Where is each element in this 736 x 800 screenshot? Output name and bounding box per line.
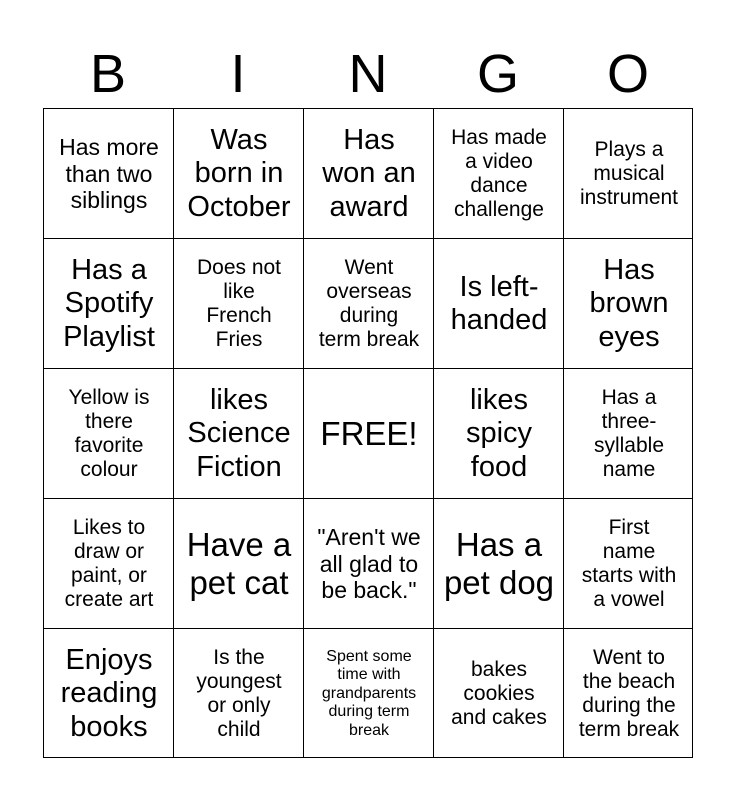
bingo-cell[interactable]: likes spicy food: [465, 383, 533, 483]
bingo-cell[interactable]: "Aren't we all glad to be back.": [317, 524, 421, 604]
header-letter-g: G: [476, 44, 519, 104]
bingo-cell[interactable]: Was born in October: [187, 123, 291, 223]
bingo-cell[interactable]: Is left- handed: [450, 270, 548, 336]
bingo-header: [43, 40, 693, 108]
bingo-cell[interactable]: Does not like French Fries: [196, 255, 282, 352]
bingo-cell[interactable]: Has more than two siblings: [59, 134, 159, 214]
header-letter-n: N: [348, 44, 388, 104]
bingo-cell[interactable]: Is the youngest or only child: [196, 645, 282, 742]
bingo-cell[interactable]: bakes cookies and cakes: [451, 657, 547, 730]
bingo-cell[interactable]: Enjoys reading books: [60, 643, 158, 743]
bingo-board: [43, 108, 693, 758]
bingo-cell[interactable]: Plays a musical instrument: [579, 137, 679, 210]
bingo-cell[interactable]: Went to the beach during the term break: [578, 645, 680, 742]
header-letter-b: B: [89, 44, 127, 104]
bingo-cell[interactable]: First name starts with a vowel: [581, 515, 677, 612]
bingo-cell[interactable]: Has made a video dance challenge: [451, 125, 547, 222]
bingo-cell[interactable]: Likes to draw or paint, or create art: [64, 515, 154, 612]
bingo-cell[interactable]: Has brown eyes: [589, 253, 669, 353]
bingo-cell[interactable]: Have a pet cat: [186, 526, 292, 601]
bingo-cell[interactable]: Has a three- syllable name: [593, 385, 665, 482]
bingo-cell[interactable]: Has a pet dog: [443, 526, 555, 601]
bingo-cell[interactable]: Yellow is there favorite colour: [68, 385, 150, 482]
bingo-cell[interactable]: likes Science Fiction: [187, 383, 291, 483]
header-letter-o: O: [606, 44, 649, 104]
bingo-free-cell[interactable]: FREE!: [320, 415, 418, 453]
bingo-cell[interactable]: Spent some time with grandparents during term break: [321, 648, 417, 739]
header-letter-i: I: [230, 44, 246, 104]
bingo-cell[interactable]: Has won an award: [322, 123, 416, 223]
bingo-cell[interactable]: Has a Spotify Playlist: [63, 253, 155, 353]
bingo-cell[interactable]: Went overseas during term break: [318, 255, 420, 352]
